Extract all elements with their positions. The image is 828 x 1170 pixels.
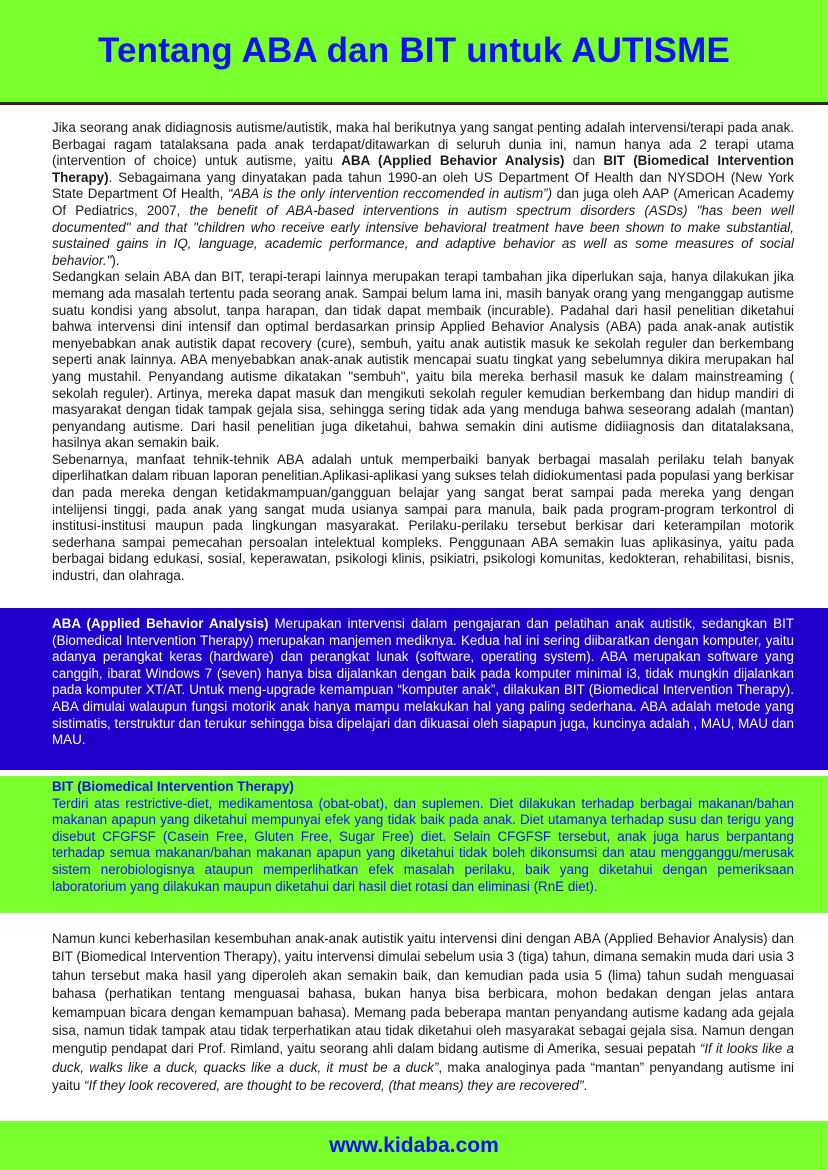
website-link[interactable]: www.kidaba.com <box>329 1133 499 1157</box>
closing-section <box>0 930 828 1096</box>
intro-paragraph-2: Sedangkan selain ABA dan BIT, terapi-terapi lainnya merupakan terapi tambahan jika diperlukan saja, hanya dilakukan jika memang ada masalah tertentu pada seorang anak. Sampai belum lama ini, masih banyak orang yang menganggap autisme suatu kondisi yang absolut, tanpa harapan, dan tidak dapat membaik (incurable). Padahal dari hasil penelitian diketahui bahwa intervensi dini intensif dan optimal berdasarkan prinsip Applied Behavior Analysis (ABA) pada anak-anak autistik menyebabkan anak autistik dapat recovery (cure), sembuh, yaitu anak autistik masuk ke sekolah reguler dan berkembang seperti anak lainnya. ABA menyebabkan anak-anak autistik mencapai suatu tingkat yang sebelumnya dikira merupakan hal yang mustahil. Penyandang autisme dikatakan "sembuh", yaitu bila mereka berhasil masuk ke dalam mainstreaming ( sekolah reguler). Artinya, mereka dapat masuk dan mengikuti sekolah reguler kemudian berkembang dan hidup mandiri di masyarakat dengan tidak tampak gejala sisa, sehingga sering tidak ada yang menduga bahwa seseorang adalah (mantan) penyandang autisme. Dari hasil penelitian juga diketahui, bahwa semakin dini autisme didiiagnosis dan ditatalaksana, hasilnya akan semakin baik. <box>52 269 794 451</box>
closing-text: Namun kunci keberhasilan kesembuhan anak-anak autistik yaitu intervensi dini dengan ABA (Applied Behavior Analysis) dan BIT (Biomedical Intervention Therapy), yaitu intervensi dimulai sebelum usia 3 (tiga) tahun, dimana semakin muda dari usia 3 tahun tersebut maka hasil yang diperoleh akan semakin baik, dan kemudian pada usia 5 (lima) tahun sudah menguasai bahasa (perhatikan tentang menguasai bahasa, bukan hanya bisa berbicara, mohon bedakan dengan jelas antara kemampuan bicara dengan kemampuan bahasa). Memang pada beberapa mantan penyandang autisme kadang ada gejala sisa, namun tidak tampak atau tidak terperhatikan atau tidak diketahui oleh masyarakat sebagai gejala sisa. Namun dengan mengutip pendapat dari Prof. Rimland, yaitu seorang ahli dalam bidang autisme di Amerika, sesuai pepatah <box>52 931 794 1057</box>
aba-heading: ABA (Applied Behavior Analysis) <box>52 616 269 631</box>
aba-paragraph <box>52 616 794 749</box>
header-banner <box>0 0 828 105</box>
nysdoh-quote: “ABA is the only intervention reccomended in autism”) <box>227 186 553 202</box>
intro-paragraph-3: Sebenarnya, manfaat tehnik-tehnik ABA adalah untuk memperbaiki banyak berbagai masalah perilaku telah banyak diperlihatkan dalam ribuan laporan penelitian.Aplikasi-aplikasi yang sukses telah didiokumentasi pada populasi yang berkisar dan pada mereka dengan ketidakmampuan/gangguan belajar yang sangat berat sampai pada mereka yang dengan intelijensi tinggi, pada anak yang sangat muda usianya sampai para manula, baik pada program-program terkontrol di institusi-institusi maupun pada lingkungan masyarakat. Perilaku-perilaku tersebut berkisar dari keterampilan motorik sederhana sampai pemecahan persoalan intelektual kompleks. Penggunaan ABA semakin luas aplikasinya, yaitu pada berbagai bidang edukasi, sosial, keperawatan, psikologi klinis, psikiatri, psikologi komunitas, kedokteran, rehabilitasi, bisnis, industri, dan olahraga. <box>52 451 794 584</box>
intro-paragraph-1 <box>52 120 794 269</box>
intro-section <box>0 120 828 585</box>
footer-banner <box>0 1121 828 1170</box>
intro-text: dan juga oleh AAP (American Academy Of Pediatrics, 2007, <box>52 186 794 218</box>
aba-body: Merupakan intervensi dalam pengajaran dan pelatihan anak autistik, sedangkan BIT (Biomedical Intervention Therapy) merupakan manjemen mediknya. Kedua hal ini sering diibaratkan dengan komputer, yaitu adanya perangkat keras (hardware) dan perangkat lunak (software, operating system). ABA merupakan software yang canggih, ibarat Windows 7 (seven) hanya bisa dijalankan dengan baik pada komputer minimal i3, tidak mungkin dijalankan pada komputer XT/AT. Untuk meng-upgrade kemampuan “komputer anak”, dilakukan BIT (Biomedical Intervention Therapy). ABA dimulai walaupun fungsi motorik anak hanya mampu melakukan hal yang paling sederhana. ABA adalah metode yang sistimatis, terstruktur dan terukur sehingga bisa dipelajari dan dikuasai oleh siapapun juga, kuncinya adalah , MAU, MAU dan MAU. <box>52 616 794 748</box>
aba-term: ABA (Applied Behavior Analysis) <box>341 153 565 169</box>
closing-text: . <box>583 1078 588 1094</box>
intro-text: . Sebagaimana yang dinyatakan pada tahun 1990-an oleh US Department Of Health dan NYSDOH (New York State Department Of Health, <box>52 169 794 202</box>
intro-text: Jika seorang anak didiagnosis autisme/autistik, maka hal berikutnya yang sangat penting adalah intervensi/terapi pada anak. Berbagai ragam tatalaksana pada anak terdapat/ditawarkan di seluruh dunia ini, namun hanya ada 2 terapi utama (intervention of choice) untuk autisme, yaitu <box>52 120 794 169</box>
aap-quote: the benefit of ABA-based interventions in autism spectrum disorders (ASDs) "has been well documented" and that "children who receive early intensive behavioral treatment have been shown to make substantial, sustained gains in IQ, language, academic performance, and adaptive behavior as well as some measures of social behavior." <box>52 202 794 268</box>
bit-body: Terdiri atas restrictive-diet, medikamentosa (obat-obat), dan suplemen. Diet dilakukan terhadap berbagai makanan/bahan makanan apapun yang diketahui mempunyai efek yang tidak baik pada anak. Diet utamanya terhadap susu dan terigu yang disebut CFGFSF (Casein Free, Gluten Free, Sugar Free) diet. Selain CFGFSF tersebut, anak juga harus berpantang terhadap semua makanan/bahan makanan apapun yang diketahui tidak boleh dikonsumsi dan atau mengganggu/merusak sistem nerobiologisnya ataupun memperlihatkan efek masalah perilaku, baik yang diketahui dengan pemeriksaan laboratorium yang dilakukan maupun diketahui dari hasil diet rotasi dan eliminasi (RnE diet). <box>52 795 794 894</box>
closing-paragraph <box>52 930 794 1096</box>
duck-quote: “If it looks like a duck, walks like a duck, quacks like a duck, it must be a duck” <box>52 1041 794 1075</box>
closing-text: , maka analoginya pada “mantan” penyandang autisme ini yaitu <box>52 1059 794 1094</box>
bit-term: BIT (Biomedical Intervention Therapy) <box>52 153 794 185</box>
intro-text: dan <box>564 153 604 169</box>
bit-heading: BIT (Biomedical Intervention Therapy) <box>52 779 294 794</box>
aba-section <box>0 608 828 770</box>
page-title: Tentang ABA dan BIT untuk AUTISME <box>97 31 731 70</box>
intro-text: ). <box>111 252 120 268</box>
recovered-quote: “If they look recovered, are thought to be recoverd, (that means) they are recovered” <box>84 1078 584 1094</box>
bit-section <box>0 776 828 913</box>
